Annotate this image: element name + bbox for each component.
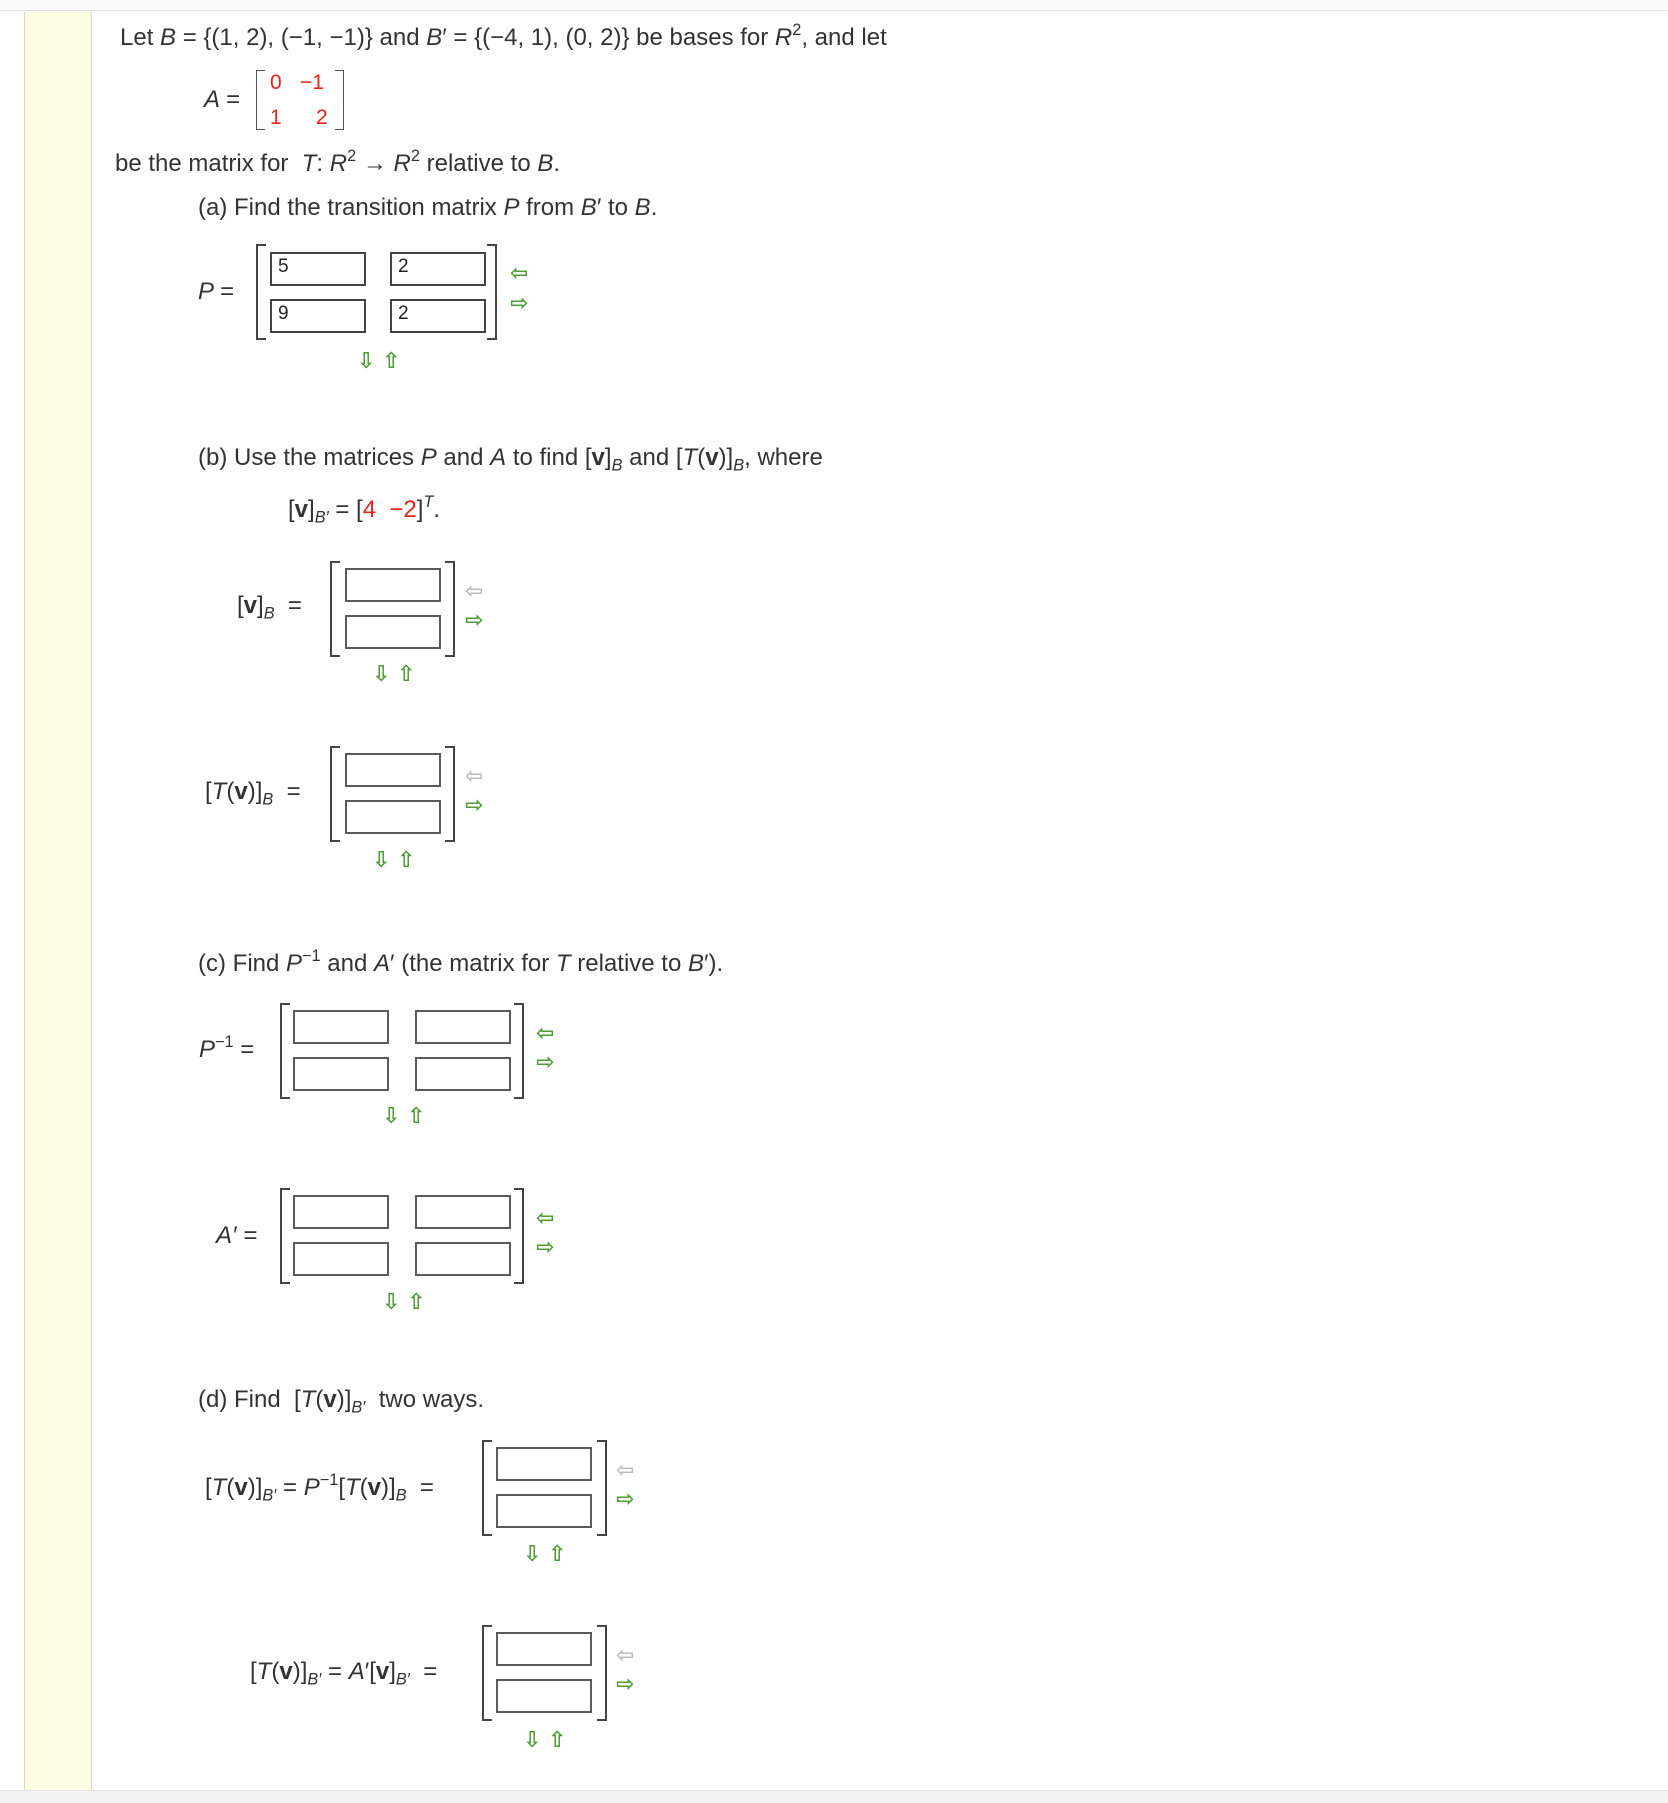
add-column-arrow-icon[interactable]: ⇦ — [465, 763, 484, 788]
way2-right-bracket — [597, 1625, 607, 1721]
vb-cell-r1[interactable] — [345, 568, 441, 602]
add-column-arrow-icon[interactable]: ⇦ — [510, 260, 529, 285]
matrix-a-right-bracket — [335, 70, 344, 130]
add-row-arrow-icon[interactable]: ⇩ — [357, 348, 376, 373]
way1-label: $[T(v)]_{B'} = P^{-1}[T(v)]_B$ = — [205, 1470, 434, 1505]
given-value: 4 — [362, 496, 377, 523]
part-c-prompt: (c) Find $P^{-1}$ and A′ (the matrix for T relative to B′). — [198, 946, 724, 977]
remove-column-arrow-icon[interactable]: ⇨ — [536, 1234, 555, 1259]
add-row-arrow-icon[interactable]: ⇩ — [372, 847, 391, 872]
remove-row-arrow-icon[interactable]: ⇧ — [382, 348, 401, 373]
pinv-cell-r2c1[interactable] — [293, 1057, 389, 1091]
remove-column-arrow-icon[interactable]: ⇨ — [510, 290, 529, 315]
pinv-cell-r1c1[interactable] — [293, 1010, 389, 1044]
way2-cell-r1[interactable] — [496, 1632, 592, 1666]
matrix-a-cell: 0 — [270, 71, 282, 94]
add-row-arrow-icon[interactable]: ⇩ — [382, 1289, 401, 1314]
part-d-prompt: (d) Find $[T(v)]_{B'}$ two ways. — [198, 1386, 485, 1417]
remove-row-arrow-icon[interactable]: ⇧ — [548, 1541, 567, 1566]
vb-label: $[v]_B$ = — [237, 592, 302, 623]
add-row-arrow-icon[interactable]: ⇩ — [523, 1541, 542, 1566]
p-label: P = — [198, 278, 234, 305]
add-column-arrow-icon[interactable]: ⇦ — [536, 1020, 555, 1045]
matrix-a-cell: 1 — [270, 106, 282, 129]
problem-intro: Let B = {(1, 2), (−1, −1)} and B′ = {(−4, 1), (0, 2)} be bases for $R^2$, and let — [120, 20, 887, 51]
matrix-a-cell: 2 — [316, 106, 328, 129]
way2-label: $[T(v)]_{B'} = A'[v]_{B'}$ = — [250, 1658, 438, 1689]
aprime-cell-r2c2[interactable] — [415, 1242, 511, 1276]
pinv-right-bracket — [514, 1003, 524, 1099]
remove-column-arrow-icon[interactable]: ⇨ — [536, 1049, 555, 1074]
vb-cell-r2[interactable] — [345, 615, 441, 649]
matrix-a-cell: −1 — [300, 71, 324, 94]
p-cell-r1c1[interactable]: 5 — [270, 252, 366, 286]
way2-cell-r2[interactable] — [496, 1679, 592, 1713]
part-b-prompt: (b) Use the matrices P and A to find $[v]_B$ and $[T(v)]_B$, where — [198, 444, 823, 475]
aprime-cell-r1c2[interactable] — [415, 1195, 511, 1229]
remove-row-arrow-icon[interactable]: ⇧ — [397, 661, 416, 686]
way1-right-bracket — [597, 1440, 607, 1536]
pinv-cell-r2c2[interactable] — [415, 1057, 511, 1091]
way1-left-bracket — [482, 1440, 492, 1536]
remove-column-arrow-icon[interactable]: ⇨ — [465, 792, 484, 817]
add-column-arrow-icon[interactable]: ⇦ — [616, 1642, 635, 1667]
left-sidebar — [24, 12, 92, 1802]
aprime-cell-r1c1[interactable] — [293, 1195, 389, 1229]
aprime-right-bracket — [514, 1188, 524, 1284]
vb-right-bracket — [445, 561, 455, 657]
remove-row-arrow-icon[interactable]: ⇧ — [407, 1103, 426, 1128]
vb-left-bracket — [330, 561, 340, 657]
bottom-border — [0, 1790, 1668, 1803]
pinv-label: $P^{-1}$ = — [199, 1032, 255, 1063]
pinv-cell-r1c2[interactable] — [415, 1010, 511, 1044]
p-right-bracket — [487, 244, 497, 340]
tvb-right-bracket — [445, 746, 455, 842]
add-row-arrow-icon[interactable]: ⇩ — [523, 1727, 542, 1752]
aprime-cell-r2c1[interactable] — [293, 1242, 389, 1276]
remove-column-arrow-icon[interactable]: ⇨ — [465, 607, 484, 632]
way1-cell-r1[interactable] — [496, 1447, 592, 1481]
way2-left-bracket — [482, 1625, 492, 1721]
p-cell-r1c2[interactable]: 2 — [390, 252, 486, 286]
add-row-arrow-icon[interactable]: ⇩ — [382, 1103, 401, 1128]
given-vector-text: $[v]_{B'} = [4 -2]^T$. — [288, 492, 441, 527]
tvb-label: $[T(v)]_B$ = — [205, 778, 301, 809]
matrix-a-label: A = — [204, 86, 240, 113]
remove-column-arrow-icon[interactable]: ⇨ — [616, 1671, 635, 1696]
remove-row-arrow-icon[interactable]: ⇧ — [397, 847, 416, 872]
relative-text: be the matrix for T: $R^2 \to R^2$ relative to B. — [115, 146, 561, 177]
add-column-arrow-icon[interactable]: ⇦ — [616, 1457, 635, 1482]
add-row-arrow-icon[interactable]: ⇩ — [372, 661, 391, 686]
part-a-prompt: (a) Find the transition matrix P from B′ to B. — [198, 194, 658, 221]
tvb-cell-r1[interactable] — [345, 753, 441, 787]
aprime-label: A′ = — [216, 1222, 258, 1249]
tvb-cell-r2[interactable] — [345, 800, 441, 834]
matrix-a-left-bracket — [256, 70, 265, 130]
top-border — [0, 0, 1668, 11]
add-column-arrow-icon[interactable]: ⇦ — [465, 578, 484, 603]
p-left-bracket — [256, 244, 266, 340]
tvb-left-bracket — [330, 746, 340, 842]
way1-cell-r2[interactable] — [496, 1494, 592, 1528]
p-cell-r2c2[interactable]: 2 — [390, 299, 486, 333]
pinv-left-bracket — [280, 1003, 290, 1099]
remove-row-arrow-icon[interactable]: ⇧ — [548, 1727, 567, 1752]
p-cell-r2c1[interactable]: 9 — [270, 299, 366, 333]
remove-row-arrow-icon[interactable]: ⇧ — [407, 1289, 426, 1314]
remove-column-arrow-icon[interactable]: ⇨ — [616, 1486, 635, 1511]
add-column-arrow-icon[interactable]: ⇦ — [536, 1205, 555, 1230]
aprime-left-bracket — [280, 1188, 290, 1284]
given-value: −2 — [389, 496, 417, 523]
